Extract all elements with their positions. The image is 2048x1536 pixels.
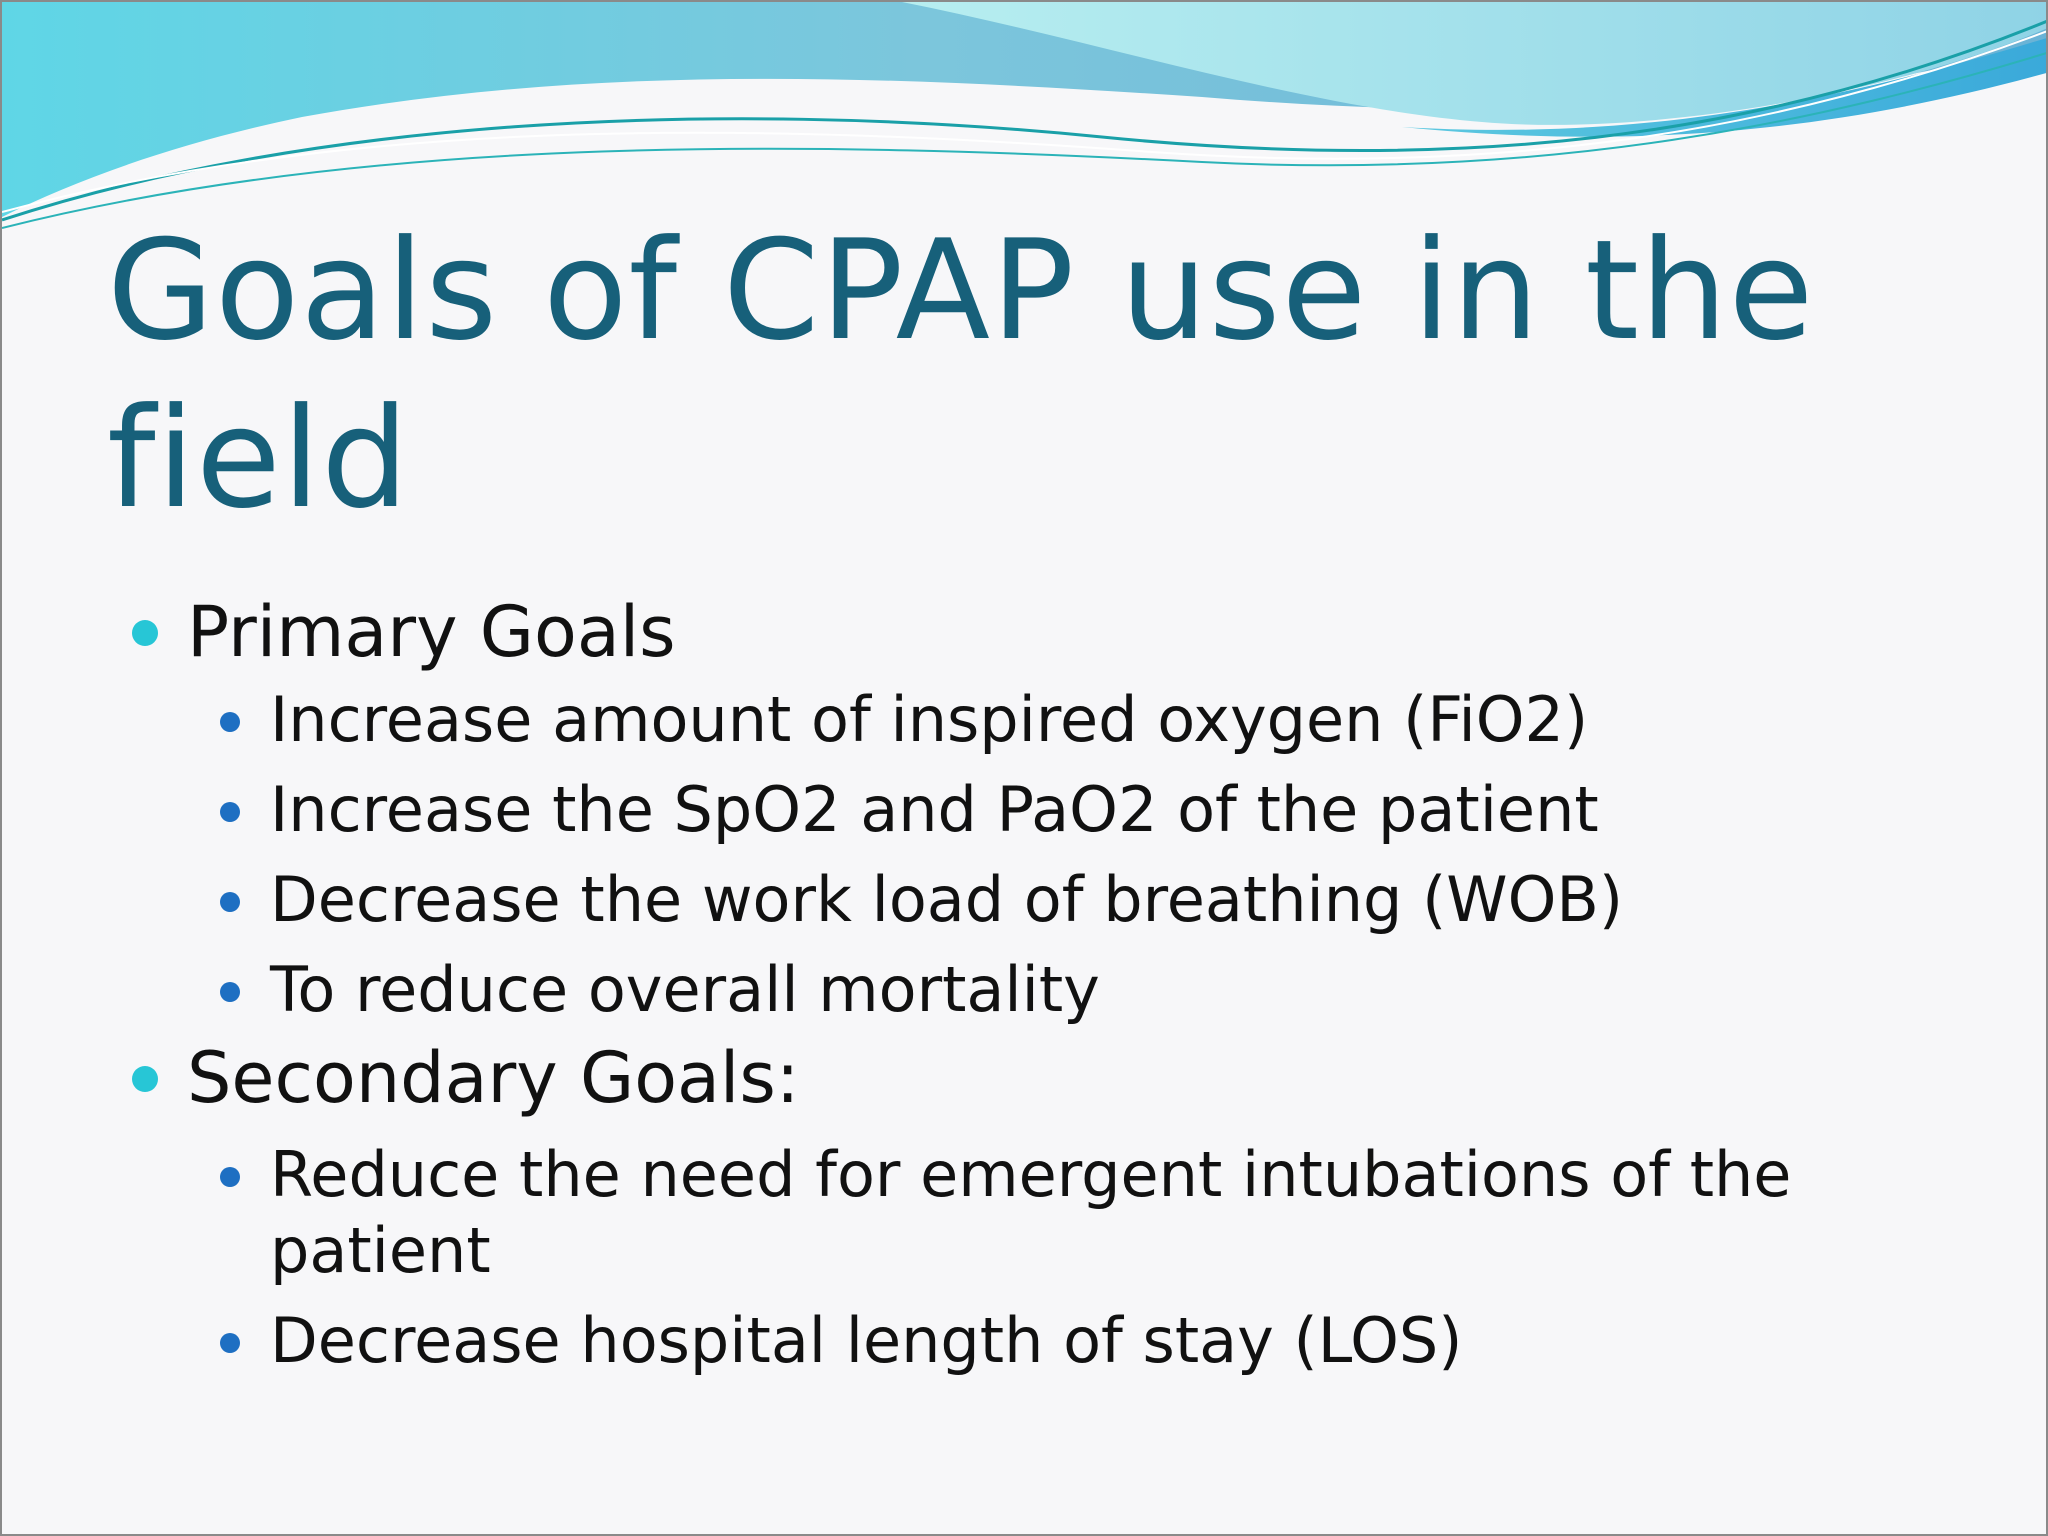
slide-body — [2, 587, 2048, 1379]
slide-title: Goals of CPAP use in the field — [107, 210, 1815, 539]
section-heading-primary — [2, 587, 2048, 677]
bullet-icon — [220, 982, 240, 1002]
list-item-text: To reduce overall mortality — [270, 953, 1100, 1026]
bullet-icon — [220, 712, 240, 732]
section-heading-secondary — [2, 1033, 2048, 1123]
bullet-icon — [220, 802, 240, 822]
list-item-text: Decrease the work load of breathing (WOB) — [270, 863, 1624, 936]
list-item-text: Increase the SpO2 and PaO2 of the patient — [270, 773, 1599, 846]
section-heading-text: Secondary Goals: — [187, 1037, 800, 1119]
list-item-text: Reduce the need for emergent intubations of the patient — [270, 1138, 1792, 1287]
bullet-icon — [220, 892, 240, 912]
list-item — [2, 862, 2048, 938]
list-item-text: Increase amount of inspired oxygen (FiO2) — [270, 683, 1589, 756]
bullet-icon — [220, 1167, 240, 1187]
bullet-icon — [132, 620, 158, 646]
list-item-text: Decrease hospital length of stay (LOS) — [270, 1304, 1463, 1377]
header-wave-decoration — [2, 2, 2048, 242]
bullet-icon — [132, 1066, 158, 1092]
section-heading-text: Primary Goals — [187, 591, 676, 673]
bullet-icon — [220, 1333, 240, 1353]
list-item — [2, 952, 2048, 1028]
list-item — [2, 1137, 2048, 1289]
list-item — [2, 682, 2048, 758]
list-item — [2, 1303, 2048, 1379]
list-item — [2, 772, 2048, 848]
